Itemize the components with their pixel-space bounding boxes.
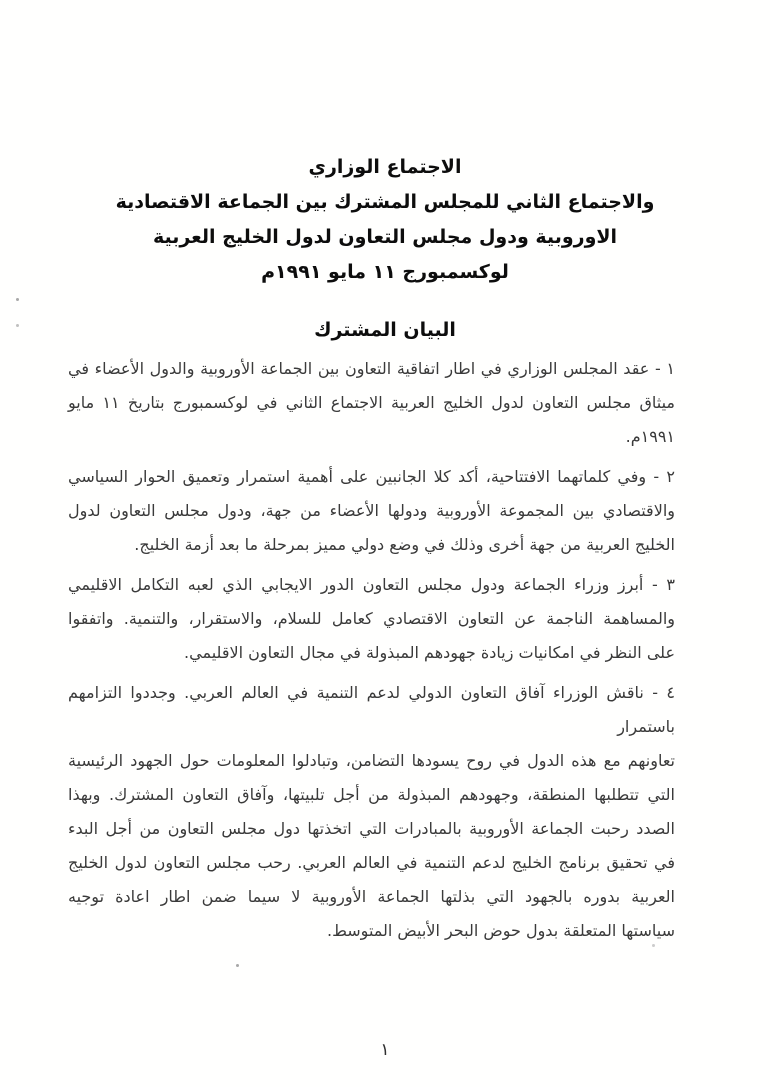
paragraph-line: العربية بدوره بالجهود التي بذلتها الجماعة الأوروبية لا سيما ضمن اطار اعادة توجيه: [68, 887, 675, 906]
paragraph-line: على النظر في امكانيات زيادة جهودهم المبذولة في مجال التعاون الاقليمي.: [184, 643, 675, 662]
statement-paragraph: [68, 568, 675, 670]
scan-speck: [652, 944, 655, 947]
paragraph-first-line: ١ - عقد المجلس الوزاري في اطار اتفاقية التعاون بين الجماعة الأوروبية والدول الأعضاء في: [68, 359, 675, 378]
paragraph-first-line: ٣ - أبرز وزراء الجماعة ودول مجلس التعاون الدور الايجابي الذي لعبه التكامل الاقليمي: [68, 575, 675, 594]
joint-statement-body: [68, 352, 675, 954]
statement-paragraph: [68, 352, 675, 454]
scan-speck: [16, 298, 19, 301]
paragraph-line: والاقتصادي بين المجموعة الأوروبية ودولها الأعضاء من جهة، ودول مجلس التعاون لدول: [68, 501, 675, 520]
paragraph-line: التي تتطلبها المنطقة، وجهودهم المبذولة من أجل تلبيتها، وآفاق التعاون المشترك. وبهذا: [68, 785, 675, 804]
document-title-line: لوكسمبورج ١١ مايو ١٩٩١م: [261, 261, 509, 283]
scan-speck: [16, 324, 19, 327]
document-title: [40, 150, 730, 290]
document-title-line: الاوروبية ودول مجلس التعاون لدول الخليج العربية: [152, 226, 618, 248]
paragraph-line: في تحقيق برنامج الخليج لدعم التنمية في العالم العربي. رحب مجلس التعاون لدول الخليج: [68, 853, 675, 872]
paragraph-line: الصدد رحبت الجماعة الأوروبية بالمبادرات التي اتخذتها دول مجلس التعاون من أجل البدء: [68, 819, 675, 838]
paragraph-line: الخليج العربية من جهة أخرى وذلك في وضع دولي مميز بمرحلة ما بعد أزمة الخليج.: [134, 535, 675, 554]
paragraph-line: تعاونهم مع هذه الدول في روح يسودها التضامن، وتبادلوا المعلومات حول الجهود الرئيسية: [68, 751, 675, 770]
statement-paragraph: [68, 676, 675, 948]
paragraph-first-line: ٢ - وفي كلماتهما الافتتاحية، أكد كلا الجانبين على أهمية استمرار وتعميق الحوار السياسي: [68, 467, 675, 486]
paragraph-line: والمساهمة الناجمة عن التعاون الاقتصادي كعامل للسلام، والاستقرار، والتنمية. واتفقوا: [68, 609, 675, 628]
document-subtitle: البيان المشترك: [314, 319, 456, 341]
document-title-line: الاجتماع الوزاري: [308, 156, 462, 178]
paragraph-line: ميثاق مجلس التعاون لدول الخليج العربية الاجتماع الثاني في لوكسمبورج بتاريخ ١١ مايو: [68, 393, 676, 412]
page-number: ١: [380, 1040, 390, 1060]
scan-speck: [236, 964, 239, 967]
statement-paragraph: [68, 460, 675, 562]
paragraph-line: سياستها المتعلقة بدول حوض البحر الأبيض المتوسط.: [327, 921, 675, 940]
document-title-line: والاجتماع الثاني للمجلس المشترك بين الجماعة الاقتصادية: [115, 191, 655, 213]
paragraph-line: ١٩٩١م.: [625, 427, 675, 446]
paragraph-first-line: ٤ - ناقش الوزراء آفاق التعاون الدولي لدعم التنمية في العالم العربي. وجددوا التزامهم باستمرار: [68, 683, 675, 736]
